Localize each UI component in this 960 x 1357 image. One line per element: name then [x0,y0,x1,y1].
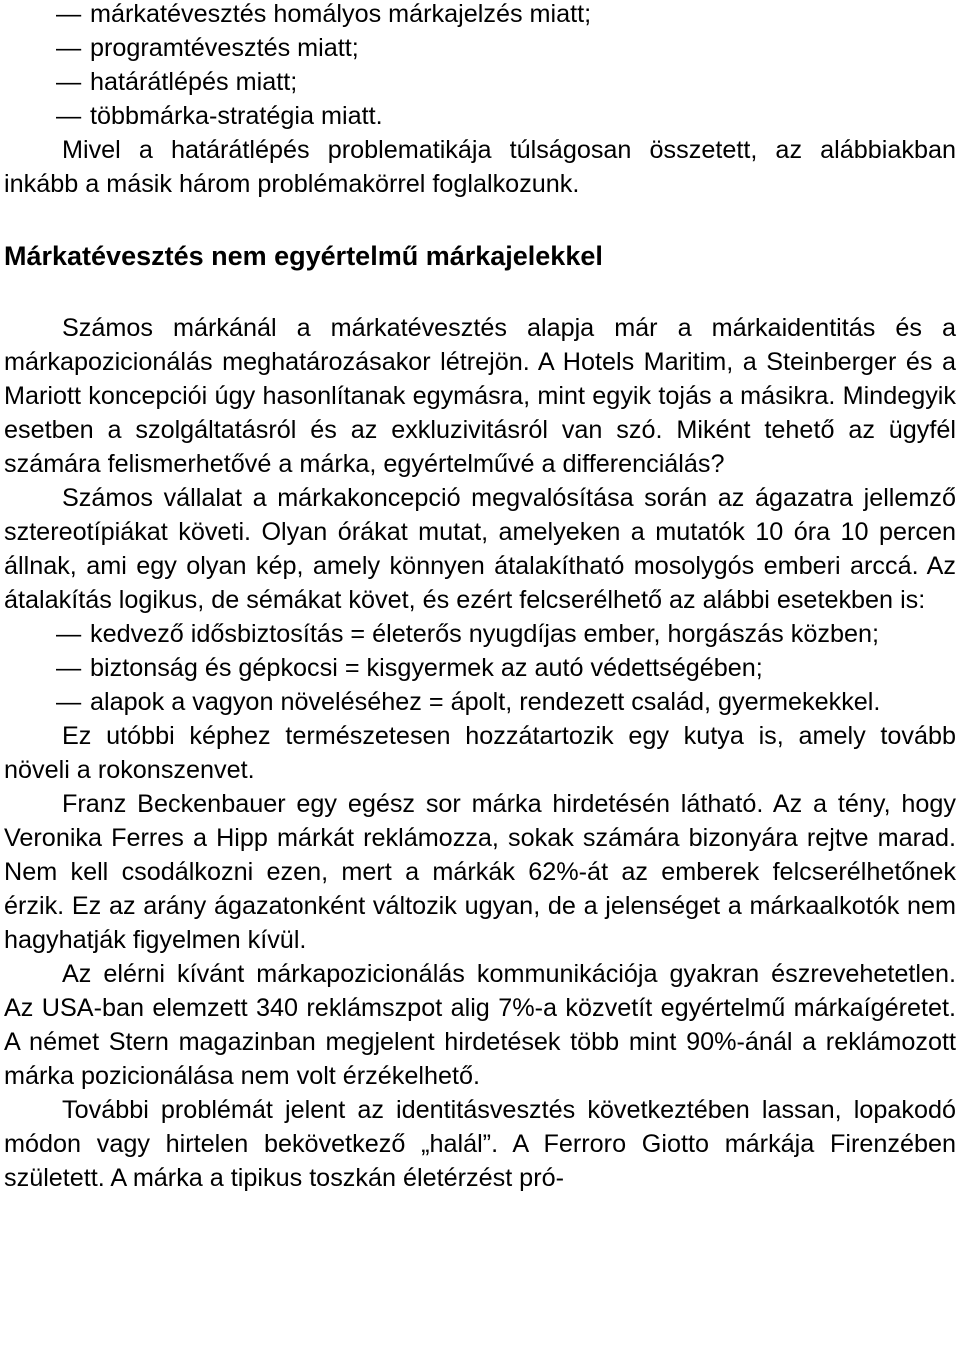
paragraph-4: Franz Beckenbauer egy egész sor márka hirdetésén látható. Az a tény, hogy Veronika Ferres a Hipp márkát reklámozza, sokak számára bizonyára rejtve marad. Nem kell csodálkozni ezen, mert a márkák 62%-át az emberek felcserélhetőnek érzik. Ez az arány ágazatonként változik ugyan, de a jelenséget a márkaalkotók nem hagyhatják figyelmen kívül. [4,790,956,954]
section-heading: Márkatévesztés nem egyértelmű márkajelekkel [4,241,603,271]
paragraph-6: További problémát jelent az identitásvesztés következtében lassan, lopakodó módon vagy hirtelen bekövetkező „halál”. A Ferroro Giotto márkája Firenzében született. A márka a tipikus toszkán életérzést pró- [4,1096,956,1192]
paragraph-3: Ez utóbbi képhez természetesen hozzátartozik egy kutya is, amely tovább növeli a rokonszenvet. [4,722,956,784]
top-list [4,0,956,133]
list-item: — határátlépés miatt; [4,65,956,99]
example-list [4,617,956,719]
list-item: — programtévesztés miatt; [4,31,956,65]
list-item: — többmárka-stratégia miatt. [4,99,956,133]
paragraph-2: Számos vállalat a márkakoncepció megvalósítása során az ágazatra jellemző sztereotípiákat követi. Olyan órákat mutat, amelyeken a mutatók 10 óra 10 percen állnak, ami egy olyan kép, amely könnyen átalakítható mosolygós emberi arccá. Az átalakítás logikus, de sémákat követ, és ezért felcserélhető az alábbi esetekben is: [4,484,956,614]
intro-paragraph: Mivel a határátlépés problematikája túlságosan összetett, az alábbiakban inkább a másik három problémakörrel foglalkozunk. [4,136,956,198]
list-item: — márkatévesztés homályos márkajelzés miatt; [4,0,956,31]
list-item: — alapok a vagyon növeléséhez = ápolt, rendezett család, gyermekekkel. [4,685,956,719]
paragraph-5: Az elérni kívánt márkapozicionálás kommunikációja gyakran észrevehetetlen. Az USA-ban elemzett 340 reklámszpot alig 7%-a közvetít egyértelmű márkaígéretet. A német Stern magazinban megjelent hirdetések több mint 90%-ánál a reklámozott márka pozicionálása nem volt érzékelhető. [4,960,956,1090]
list-item: — biztonság és gépkocsi = kisgyermek az autó védettségében; [4,651,956,685]
list-item: — kedvező idősbiztosítás = életerős nyugdíjas ember, horgászás közben; [4,617,956,651]
paragraph-1: Számos márkánál a márkatévesztés alapja már a márkaidentitás és a márkapozicionálás meghatározásakor létrejön. A Hotels Maritim, a Steinberger és a Mariott koncepciói úgy hasonlítanak egymásra, mint egyik tojás a másikra. Mindegyik esetben a szolgáltatásról és az exkluzivitásról van szó. Miként tehető az ügyfél számára felismerhetővé a márka, egyértelművé a differenciálás? [4,314,956,478]
